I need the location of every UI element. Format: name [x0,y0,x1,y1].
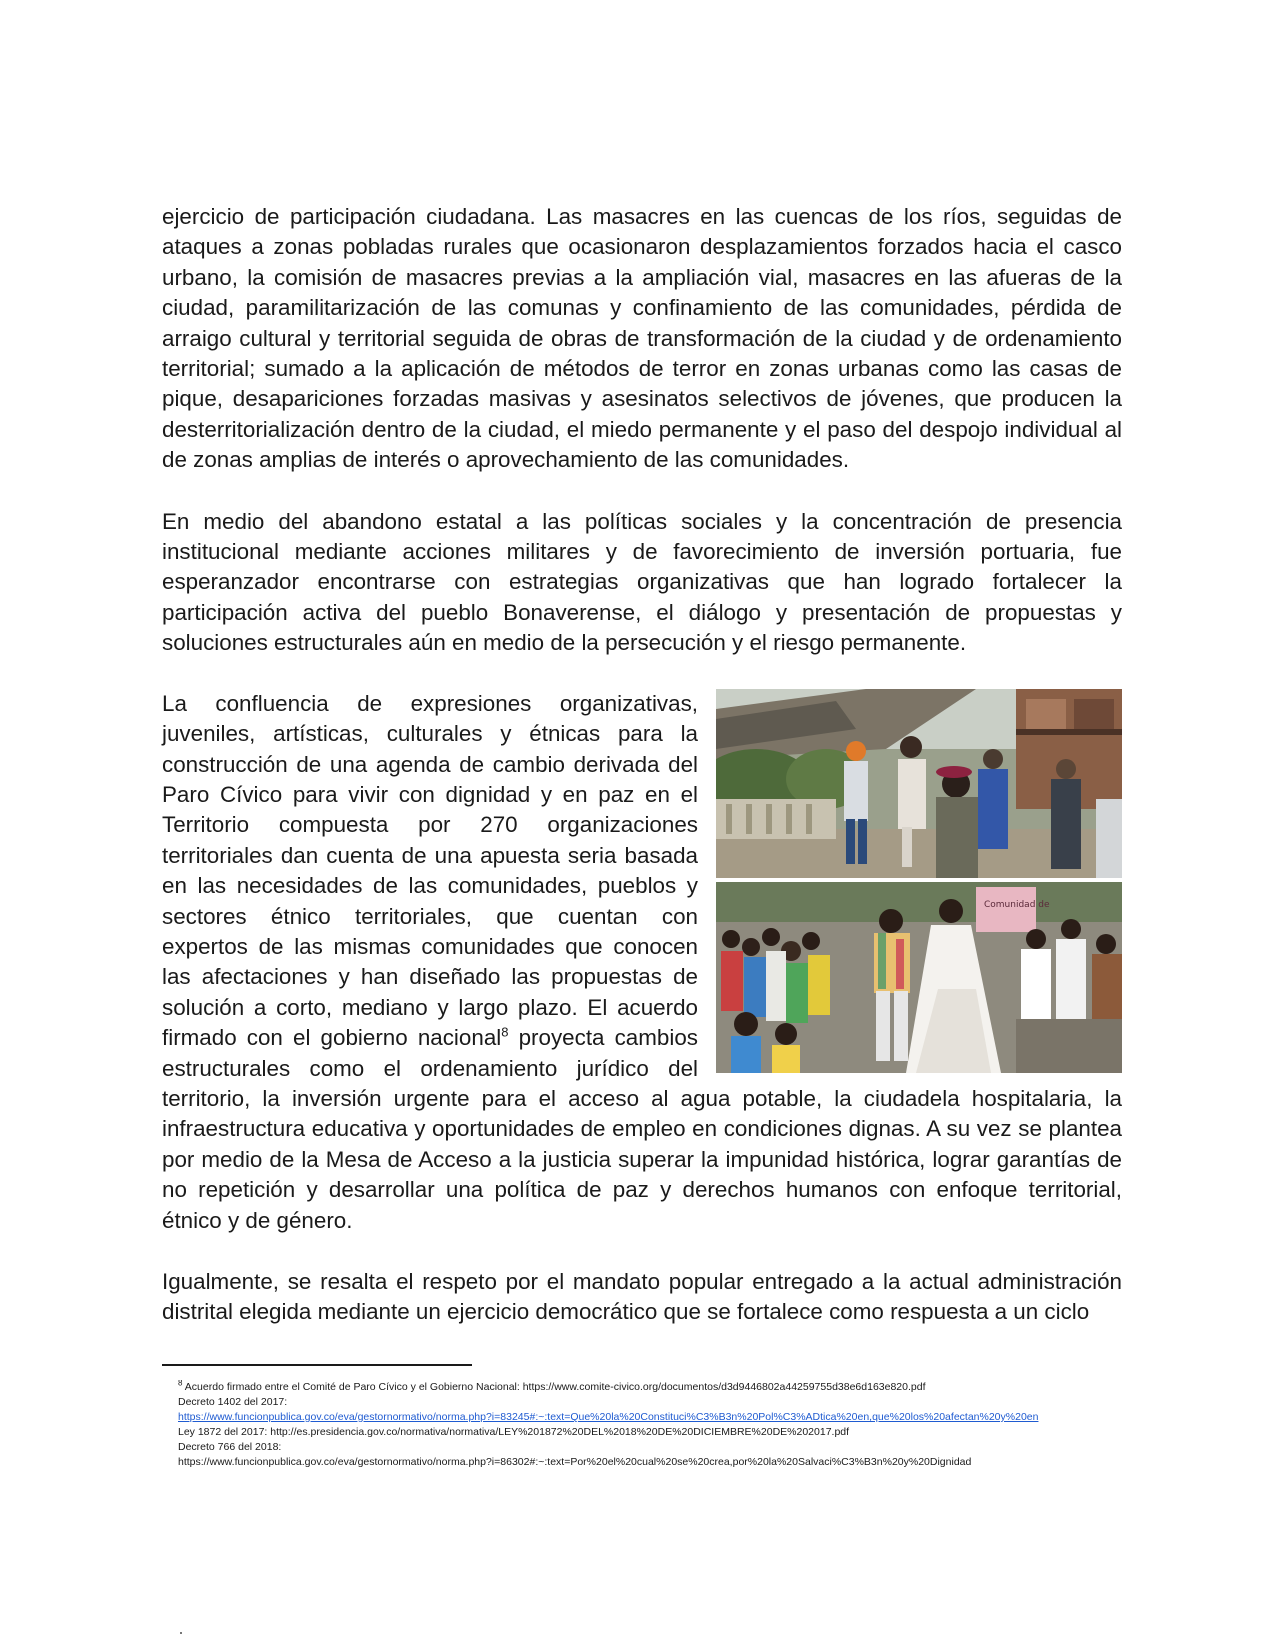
community-gathering-photo [716,882,1122,1073]
paragraph-3 [162,689,1122,1236]
footnote-mark: 8 [178,1380,183,1388]
page-marker [180,1632,182,1634]
footnote-line-4[interactable]: Ley 1872 del 2017: http://es.presidencia.gov.co/normativa/normativa/LEY%201872%20DEL%2018%20DE%20DICIEMBRE%20DE%202017.pdf [178,1426,850,1438]
photo-collage [716,689,1122,1073]
paragraph-3-text-b: proyecta cambios estructurales como el ordenamiento jurídico del territorio, la inversión urgente para el acceso al agua potable, la ciudadela hospitalaria, la infraestructura educativa y oportunidades de empleo en condiciones dignas. A su vez se plantea por medio de la Mesa de Acceso a la justicia superar la impunidad histórica, lograr garantías de no repetición y desarrollar una política de paz y derechos humanos con enfoque territorial, étnico y de género. [162,1025,1122,1233]
paragraph-2: En medio del abandono estatal a las políticas sociales y la concentración de presencia institucional mediante acciones militares y de favorecimiento de inversión portuaria, fue esperanzador encontrarse con estrategias organizativas que han logrado fortalecer la participación activa del pueblo Bonaverense, el diálogo y presentación de propuestas y soluciones estructurales aún en medio de la persecución y el riesgo permanente. [162,508,1122,656]
footnote-text[interactable]: Acuerdo firmado entre el Comité de Paro Cívico y el Gobierno Nacional: https://www.comite-civico.org/documentos/d3d9446802a44259755d38e6d163e820.pdf [184,1381,926,1393]
street-walk-photo [716,689,1122,879]
paragraph-1: ejercicio de participación ciudadana. Las masacres en las cuencas de los ríos, seguidas de ataques a zonas pobladas rurales que ocasionaron desplazamientos forzados hacia el casco urbano, la comisión de masacres previas a la ampliación vial, masacres en las afueras de la ciudad, paramilitarización de las comunas y confinamiento de las comunidades, pérdida de arraigo cultural y territorial seguida de obras de transformación de la ciudad y de ordenamiento territorial; sumado a la aplicación de métodos de terror en zonas urbanas como las casas de pique, desapariciones forzadas masivas y asesinatos selectivos de jóvenes, que producen la desterritorialización dentro de la ciudad, el miedo permanente y el paso del despojo individual al de zonas amplias de interés o aprovechamiento de las comunidades. [162,204,1122,473]
paragraph-4: Igualmente, se resalta el respeto por el mandato popular entregado a la actual administración distrital elegida mediante un ejercicio democrático que se fortalece como respuesta a un ciclo [162,1269,1122,1325]
footnote-line-1 [178,1380,1108,1395]
sign-text: Comunidad de [984,899,1050,910]
page-body [162,202,1122,1328]
footnote-link[interactable]: https://www.funcionpublica.gov.co/eva/gestornormativo/norma.php?i=83245#:~:text=Que%20la%20Constituci%C3%B3n%20Pol%C3%ADtica%20en,que%20los%20afectan%20y%20en [178,1411,1039,1423]
footnote-line-6[interactable]: https://www.funcionpublica.gov.co/eva/gestornormativo/norma.php?i=86302#:~:text=Por%20el%20cual%20se%20crea,por%20la%20Salvaci%C3%B3n%20y%20Dignidad [178,1456,972,1468]
footnote-line-5: Decreto 766 del 2018: [178,1441,282,1453]
footnote-divider [162,1364,472,1366]
footnote-line-2: Decreto 1402 del 2017: [178,1396,288,1408]
footnote-reference[interactable]: 8 [501,1024,509,1040]
paragraph-3-text-a: La confluencia de expresiones organizativas, juveniles, artísticas, culturales y étnicas para la construcción de una agenda de cambio derivada del Paro Cívico para vivir con dignidad y en paz en el Territorio compuesta por 270 organizaciones territoriales dan cuenta de una apuesta seria basada en las necesidades de las comunidades, pueblos y sectores étnico territoriales, que cuentan con expertos de las mismas comunidades que conocen las afectaciones y han diseñado las propuestas de solución a corto, mediano y largo plazo. El acuerdo firmado con el gobierno nacional [162,690,698,1051]
footnotes [178,1380,1108,1470]
